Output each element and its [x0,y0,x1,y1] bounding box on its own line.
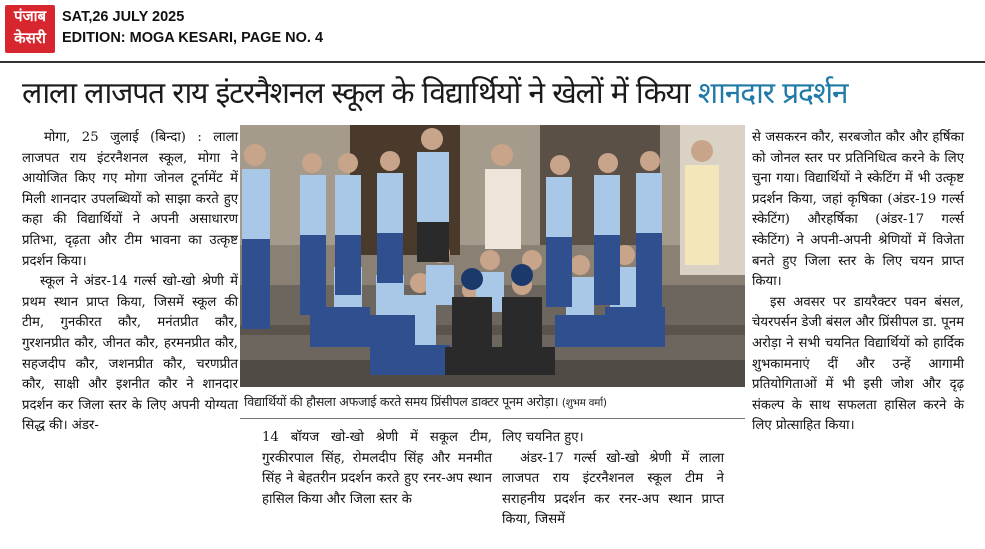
logo-line-2: केसरी [14,29,46,47]
punjab-kesari-logo [5,5,55,53]
headline-main: लाला लाजपत राय इंटरनैशनल स्कूल के विद्यार्थियों ने खेलों में किया [22,76,690,111]
article-column-4 [752,128,964,437]
photo-credit: (शुभम वर्मा) [561,397,607,409]
article-column-1 [22,128,238,437]
article-column-2 [262,428,492,510]
edition-info [62,7,323,49]
column-3-paragraph-2: अंडर-17 गर्ल्स खो-खो श्रेणी में लाला लाजपत राय इंटरनैशनल स्कूल टीम ने सराहनीय प्रदर्शन कर रनर-अप स्थान प्राप्त किया, जिसमें [502,450,724,528]
header-divider [0,61,985,63]
photo-caption [244,393,744,410]
caption-divider [240,418,745,419]
group-photo-illustration [240,125,745,387]
article-headline [22,70,972,118]
logo-line-1: पंजाब [13,7,47,25]
article-column-3 [502,428,724,531]
column-1-paragraph-1: मोगा, 25 जुलाई (बिन्दा) : लाला लाजपत राय इंटरनैशनल स्कूल, मोगा ने आयोजित किए गए मोगा जोनल टूर्नामेंट में मिली शानदार उपलब्धियों को साझा करते हुए कहा की विद्यार्थियों ने अपनी असाधारण प्रतिभा, दृढ़ता और टीम भावना का उत्कृष्ट प्रदर्शन किया। [22,130,238,269]
headline-highlight: शानदार प्रदर्शन [697,76,848,111]
edition-page: EDITION: MOGA KESARI, PAGE NO. 4 [62,30,324,46]
column-4-paragraph-1: से जसकरन कौर, सरबजोत कौर और हर्षिका को जोनल स्तर पर प्रतिनिधित्व करने के लिए चुना गया। विद्यार्थियों ने स्केटिंग में भी उत्कृष्ट प्रदर्शन किया, जहां कृषिका (अंडर-19 गर्ल्स स्केटिंग) औरहर्षिका (अंडर-17 गर्ल्स स्केटिंग) ने अपनी-अपनी श्रेणियों में विजेता बनते हुए जिला स्तर के लिए चयन प्राप्त किया। [752,130,964,290]
column-1-paragraph-2: स्कूल ने अंडर-14 गर्ल्स खो-खो श्रेणी में प्रथम स्थान प्राप्त किया, जिसमें स्कूल की टीम, गुनकीरत कौर, मनंतप्रीत कौर, गुरशनप्रीत कौर, जीनत कौर, हरमनप्रीत कौर, सहजदीप कौर, जशनप्रीत कौर, चरणप्रीत कौर, साक्षी और इशनीत कौर ने शानदार प्रदर्शन कर जिला स्तर के लिए अपनी योग्यता सिद्ध की। अंडर- [22,274,238,434]
group-photo [240,125,745,387]
column-3-paragraph-1: लिए चयनित हुए। [502,430,584,445]
column-2-paragraph-1: 14 बॉयज खो-खो श्रेणी में सकूल टीम, गुरकीरपाल सिंह, रोमलदीप सिंह और मनमीत सिंह ने बेहतरीन प्रदर्शन करते हुए रनर-अप स्थान हासिल किया और जिला स्तर के [262,430,492,507]
caption-text: विद्यार्थियों की हौसला अफजाई करते समय प्रिंसीपल डाक्टर पूनम अरोड़ा। [244,394,559,409]
column-4-paragraph-2: इस अवसर पर डायरैक्टर पवन बंसल, चेयरपर्सन डेजी बंसल और प्रिंसीपल डा. पूनम अरोड़ा ने सभी चयनित विद्यार्थियों को हार्दिक शुभकामनाएं दीं और उन्हें आगामी प्रतियोगिताओं में भी इसी जोश और दृढ़ संकल्प के साथ सफलता हासिल करने के लिए प्रोत्साहित किया। [752,294,964,434]
publication-date: SAT,26 JULY 2025 [62,9,185,25]
